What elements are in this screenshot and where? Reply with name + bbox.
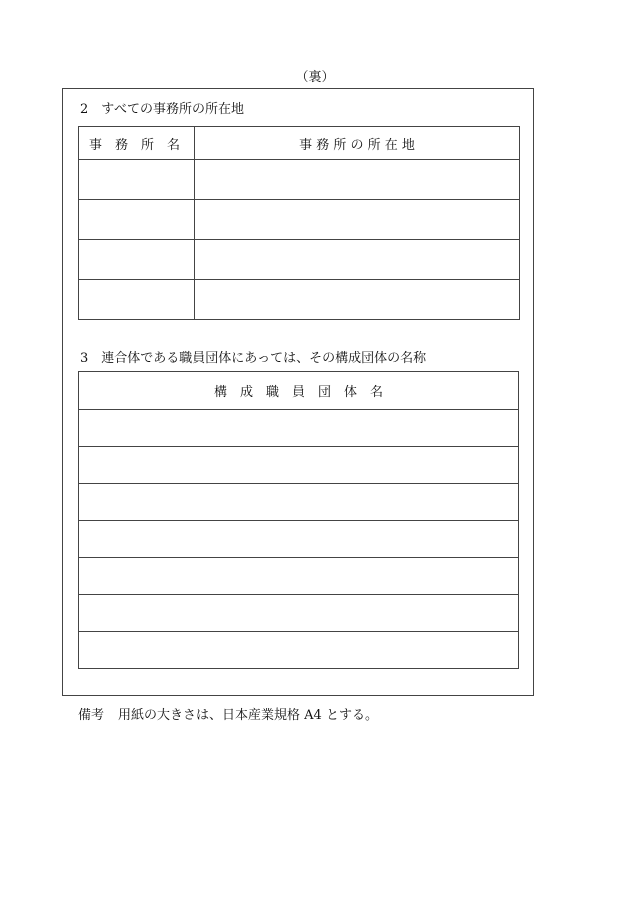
remarks-note: [78, 704, 378, 723]
office-address-cell[interactable]: [195, 160, 520, 200]
table-row: [79, 160, 520, 200]
member-organization-cell[interactable]: [79, 521, 519, 558]
table-row: [79, 200, 520, 240]
section-2-heading: 2 すべての事務所の所在地: [80, 102, 245, 117]
member-organization-cell[interactable]: [79, 558, 519, 595]
member-organization-name-header: 構 成 職 員 団 体 名: [79, 372, 519, 410]
table-row: [79, 484, 519, 521]
table-row: [79, 521, 519, 558]
office-name-cell[interactable]: [79, 280, 195, 320]
office-address-cell[interactable]: [195, 280, 520, 320]
office-name-cell[interactable]: [79, 200, 195, 240]
remarks-label: 備考: [78, 708, 105, 723]
office-address-cell[interactable]: [195, 240, 520, 280]
table-row: [79, 632, 519, 669]
member-organization-cell[interactable]: [79, 484, 519, 521]
office-address-header: 事 務 所 の 所 在 地: [195, 127, 520, 160]
table-row: [79, 280, 520, 320]
page-side-label: （裏）: [295, 70, 335, 85]
table-row: [79, 447, 519, 484]
table-row: [79, 595, 519, 632]
office-address-cell[interactable]: [195, 200, 520, 240]
member-table-header-row: [79, 372, 519, 410]
member-organization-cell[interactable]: [79, 632, 519, 669]
remarks-text: 用紙の大きさは、日本産業規格 A4 とする。: [118, 708, 378, 723]
table-row: [79, 410, 519, 447]
member-organization-cell[interactable]: [79, 447, 519, 484]
member-organization-cell[interactable]: [79, 595, 519, 632]
office-name-header-text: 事 務 所 名: [89, 137, 181, 153]
member-organization-cell[interactable]: [79, 410, 519, 447]
section-3-heading: 3 連合体である職員団体にあっては、その構成団体の名称: [80, 351, 427, 366]
office-name-cell[interactable]: [79, 240, 195, 280]
member-organizations-table: [78, 371, 519, 669]
offices-table-header-row: [79, 127, 520, 160]
offices-table: [78, 126, 520, 320]
table-row: [79, 240, 520, 280]
table-row: [79, 558, 519, 595]
office-name-header: [79, 127, 195, 160]
office-name-cell[interactable]: [79, 160, 195, 200]
